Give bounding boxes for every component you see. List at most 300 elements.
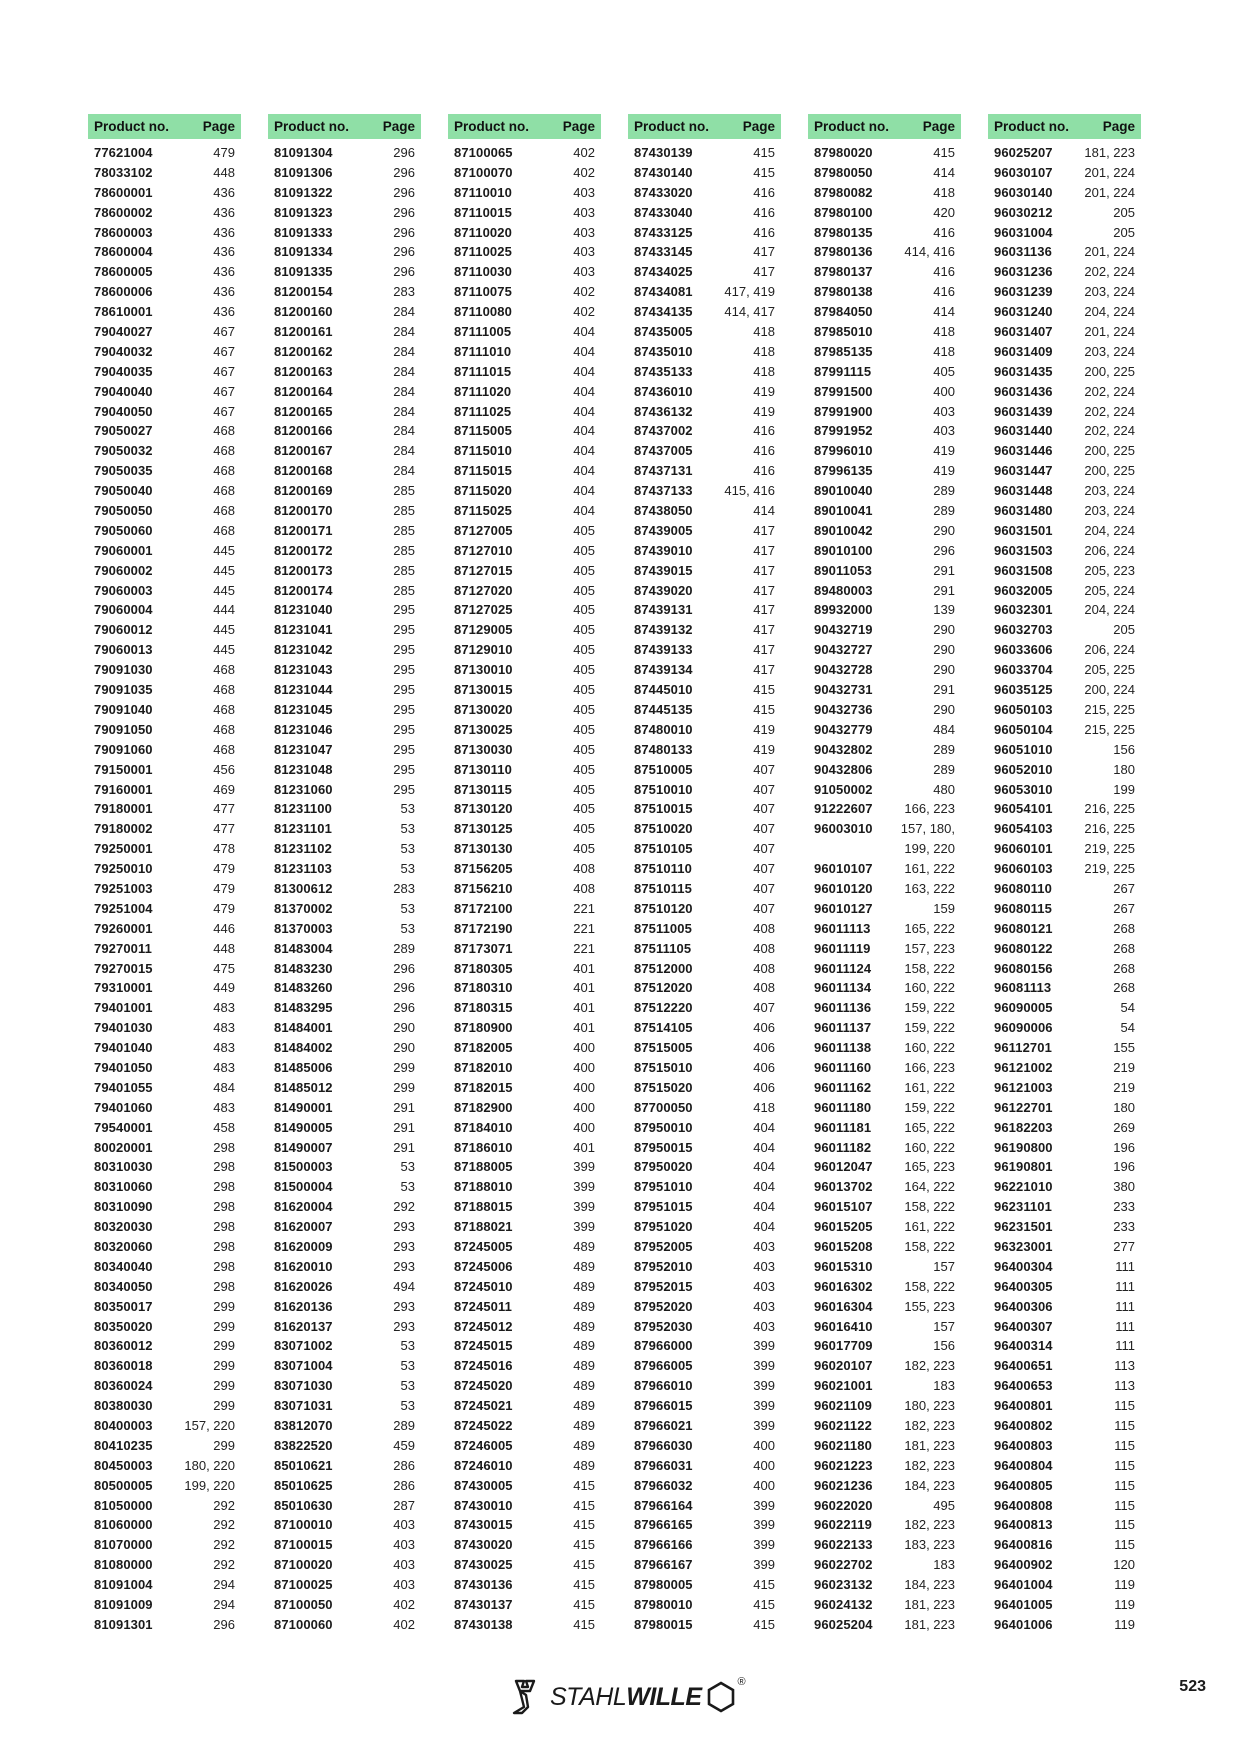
product-number: 81091301: [94, 1616, 153, 1632]
product-number: 87430020: [454, 1537, 513, 1553]
product-number: 81483295: [274, 1000, 333, 1016]
stahlwille-logo: [510, 1672, 750, 1722]
product-number: 79250010: [94, 861, 153, 877]
index-row: [628, 1416, 781, 1436]
page-reference: 165, 223: [904, 1159, 955, 1175]
page-reference: 448: [213, 940, 235, 956]
product-number: 96323001: [994, 1238, 1053, 1254]
product-number: 87951015: [634, 1199, 693, 1215]
page-reference: 285: [393, 503, 415, 519]
index-row: [268, 302, 421, 322]
product-number: 90432728: [814, 662, 873, 678]
product-number: 96081113: [994, 980, 1052, 996]
index-row: [88, 561, 241, 581]
product-number: 96030140: [994, 184, 1053, 200]
index-row: [988, 1078, 1141, 1098]
index-row: [808, 1535, 961, 1555]
index-row: [448, 1197, 601, 1217]
index-row: [628, 521, 781, 541]
product-number: 80310090: [94, 1199, 153, 1215]
page-reference: 206, 224: [1084, 642, 1135, 658]
index-row: [88, 421, 241, 441]
index-row: [808, 1098, 961, 1118]
page-reference: 416: [753, 204, 775, 220]
product-number: 87980050: [814, 164, 873, 180]
index-row: [988, 1356, 1141, 1376]
page-reference: 489: [573, 1238, 595, 1254]
product-number: 90432806: [814, 761, 873, 777]
index-row: [88, 1456, 241, 1476]
product-number: 80020001: [94, 1139, 153, 1155]
index-row: [988, 879, 1141, 899]
index-row: [808, 242, 961, 262]
page-reference: 445: [213, 542, 235, 558]
index-row: [448, 998, 601, 1018]
index-row: [448, 421, 601, 441]
product-number: 89011053: [814, 562, 872, 578]
index-row: [268, 501, 421, 521]
product-number: 96231101: [994, 1199, 1052, 1215]
page-reference: 484: [933, 721, 955, 737]
page-reference: 415: [753, 1616, 775, 1632]
product-number: 87130125: [454, 821, 513, 837]
product-number: 87245021: [454, 1398, 513, 1414]
product-number: 78610001: [94, 304, 153, 320]
index-row: [268, 561, 421, 581]
page-reference: 406: [753, 1079, 775, 1095]
index-row: [88, 1118, 241, 1138]
page-reference: 404: [753, 1179, 775, 1195]
page-reference: 436: [213, 284, 235, 300]
column-header: [448, 114, 601, 139]
index-row: [628, 1535, 781, 1555]
index-row: [88, 1098, 241, 1118]
index-row: [88, 1535, 241, 1555]
product-number: 81620010: [274, 1258, 333, 1274]
page-reference: 419: [753, 383, 775, 399]
page-reference: 298: [213, 1278, 235, 1294]
index-row: [628, 1436, 781, 1456]
product-number: 96011182: [814, 1139, 872, 1155]
index-row: [988, 1555, 1141, 1575]
index-row: [268, 1496, 421, 1516]
product-number: 96016304: [814, 1298, 873, 1314]
index-row: [808, 740, 961, 760]
page-reference: 415: [753, 1597, 775, 1613]
index-row: [448, 1257, 601, 1277]
index-row: [628, 1317, 781, 1337]
page-reference: 489: [573, 1298, 595, 1314]
page-reference: 157: [933, 1318, 955, 1334]
page-reference: 295: [393, 781, 415, 797]
index-row: [808, 899, 961, 919]
index-row: [448, 640, 601, 660]
product-number: 96016410: [814, 1318, 873, 1334]
page-reference: 53: [400, 1159, 415, 1175]
page-reference: 489: [573, 1278, 595, 1294]
index-row: [88, 740, 241, 760]
index-row: [988, 1237, 1141, 1257]
index-row: [88, 1038, 241, 1058]
product-number: 96121002: [994, 1059, 1053, 1075]
product-number: 87110025: [454, 244, 512, 260]
index-row: [448, 919, 601, 939]
index-row: [88, 322, 241, 342]
index-row: [988, 561, 1141, 581]
index-row: [88, 163, 241, 183]
page-reference: 204, 224: [1084, 602, 1135, 618]
index-row: [808, 1575, 961, 1595]
page-reference: 418: [753, 363, 775, 379]
index-row: [988, 481, 1141, 501]
page-reference: 403: [573, 244, 595, 260]
product-number: 87437133: [634, 483, 693, 499]
product-number: 80380030: [94, 1398, 153, 1414]
page-reference: 158, 222: [904, 1278, 955, 1294]
page-reference: 401: [573, 960, 595, 976]
product-number: 80400003: [94, 1418, 153, 1433]
column-rows: [988, 143, 1141, 1635]
product-number: 89480003: [814, 582, 873, 598]
product-number: 96060101: [994, 841, 1053, 857]
page-reference: 115: [1114, 1517, 1135, 1533]
product-number: 96400808: [994, 1497, 1053, 1513]
page-reference: 418: [753, 343, 775, 359]
product-number: 87435133: [634, 363, 693, 379]
index-row: [628, 959, 781, 979]
product-number: 87100070: [454, 164, 513, 180]
index-row: [268, 1376, 421, 1396]
product-number: 87182015: [454, 1079, 513, 1095]
index-row: [628, 819, 781, 839]
index-row: [88, 1217, 241, 1237]
product-number: 87952020: [634, 1298, 693, 1314]
product-number: 96080156: [994, 960, 1053, 976]
product-number: 80410235: [94, 1437, 153, 1453]
product-number: 96032703: [994, 622, 1053, 638]
page-reference: 478: [213, 841, 235, 857]
product-number: 87246005: [454, 1437, 513, 1453]
index-row: [628, 1098, 781, 1118]
page-reference: 202, 224: [1084, 403, 1135, 419]
page-reference: 53: [400, 900, 415, 916]
index-row: [988, 362, 1141, 382]
product-number: 87980137: [814, 264, 873, 280]
column-rows: [268, 143, 421, 1635]
page-reference: 416: [933, 224, 955, 240]
index-row: [448, 581, 601, 601]
index-row: [628, 1058, 781, 1078]
product-number: 83812070: [274, 1418, 333, 1433]
page-reference: 284: [393, 423, 415, 439]
product-number: 96031240: [994, 304, 1053, 320]
index-row: [808, 760, 961, 780]
index-row: [448, 1237, 601, 1257]
index-row: [628, 1396, 781, 1416]
page-reference: 160, 222: [904, 1040, 955, 1056]
index-row: [88, 799, 241, 819]
product-number: 87130120: [454, 801, 513, 817]
product-number: 87434081: [634, 284, 693, 300]
index-row: [808, 262, 961, 282]
index-row: [268, 1456, 421, 1476]
index-row: [628, 262, 781, 282]
index-row: [988, 640, 1141, 660]
product-number: 87512020: [634, 980, 693, 996]
product-number: 89010040: [814, 483, 873, 499]
page-reference: 291: [393, 1139, 415, 1155]
page-reference: 402: [573, 284, 595, 300]
index-row: [808, 839, 961, 859]
product-number: 79091060: [94, 741, 153, 757]
product-number: 87245010: [454, 1278, 513, 1294]
index-row: [628, 839, 781, 859]
page-reference: 399: [753, 1338, 775, 1354]
page-reference: 445: [213, 622, 235, 638]
page-reference: 111: [1115, 1318, 1135, 1334]
product-number: 96013702: [814, 1179, 873, 1195]
product-number: 87700050: [634, 1099, 693, 1115]
page-reference: 115: [1114, 1477, 1135, 1493]
page-reference: 405: [573, 761, 595, 777]
page-reference: 458: [213, 1119, 235, 1135]
page-reference: 285: [393, 582, 415, 598]
index-row: [88, 760, 241, 780]
product-number: 90432727: [814, 642, 873, 658]
product-number: 81620009: [274, 1238, 333, 1254]
page-reference: 404: [573, 423, 595, 439]
product-number: 87966015: [634, 1398, 693, 1414]
product-number: 81620137: [274, 1318, 333, 1334]
page-reference: 200, 225: [1084, 443, 1135, 459]
product-number: 96031435: [994, 363, 1053, 379]
page-reference: 436: [213, 224, 235, 240]
index-row: [628, 1078, 781, 1098]
index-row: [988, 382, 1141, 402]
page-reference: 469: [213, 781, 235, 797]
page-reference: 414: [753, 503, 775, 519]
page-reference: 299: [213, 1398, 235, 1414]
index-row: [808, 879, 961, 899]
page-reference: 215, 225: [1084, 721, 1135, 737]
index-row: [628, 939, 781, 959]
index-row: [268, 879, 421, 899]
page-reference: 405: [573, 582, 595, 598]
index-row: [808, 382, 961, 402]
index-row: [808, 223, 961, 243]
index-row: [988, 680, 1141, 700]
index-row: [808, 501, 961, 521]
page-reference: 415: [573, 1557, 595, 1573]
index-row: [88, 919, 241, 939]
product-number: 96024132: [814, 1597, 873, 1613]
index-row: [808, 481, 961, 501]
product-number: 96190800: [994, 1139, 1053, 1155]
column-header: [808, 114, 961, 139]
index-row: [808, 1197, 961, 1217]
page-reference: 404: [573, 503, 595, 519]
index-row: [88, 342, 241, 362]
page-reference: 183, 223: [904, 1537, 955, 1553]
page-reference: 157, 223: [904, 940, 955, 956]
page-reference: 292: [213, 1517, 235, 1533]
product-number: 96021180: [814, 1437, 872, 1453]
product-number: 87439132: [634, 622, 693, 638]
registered-mark: ®: [737, 1676, 746, 1688]
index-row: [448, 1376, 601, 1396]
product-number: 96401006: [994, 1616, 1053, 1632]
page-reference: 483: [213, 1059, 235, 1075]
product-number: 81091333: [274, 224, 333, 240]
page-reference: 404: [753, 1159, 775, 1175]
product-number: 87437131: [634, 463, 693, 479]
product-number: 96010107: [814, 861, 873, 877]
index-row: [988, 282, 1141, 302]
page-reference: 158, 222: [904, 960, 955, 976]
product-number: 81091009: [94, 1597, 153, 1613]
product-number: 81300612: [274, 880, 333, 896]
page-reference: 401: [573, 980, 595, 996]
product-number: 79040035: [94, 363, 153, 379]
index-row: [628, 1277, 781, 1297]
page-reference: 407: [753, 781, 775, 797]
page-reference: 445: [213, 562, 235, 578]
page-reference: 115: [1114, 1437, 1135, 1453]
index-row: [808, 461, 961, 481]
page-reference: 290: [933, 622, 955, 638]
product-number: 87966021: [634, 1418, 693, 1433]
page-reference: 468: [213, 423, 235, 439]
index-row: [808, 1476, 961, 1496]
page-reference: 436: [213, 264, 235, 280]
page-reference: 414: [933, 304, 955, 320]
page-reference: 200, 224: [1084, 682, 1135, 698]
product-number: 87111015: [454, 363, 512, 379]
index-row: [88, 362, 241, 382]
product-number: 87172190: [454, 920, 513, 936]
index-row: [88, 819, 241, 839]
index-row: [448, 1098, 601, 1118]
product-number: 96011137: [814, 1020, 872, 1036]
index-row: [88, 1555, 241, 1575]
index-row: [988, 1257, 1141, 1277]
page-reference: 400: [573, 1079, 595, 1095]
index-row: [988, 203, 1141, 223]
page-reference: 415: [753, 701, 775, 717]
index-row: [88, 1416, 241, 1436]
page-reference: 289: [393, 1418, 415, 1433]
page-reference: 380: [1113, 1179, 1135, 1195]
index-row: [988, 461, 1141, 481]
product-number: 87130030: [454, 741, 513, 757]
page-reference: 221: [573, 900, 595, 916]
page-reference: 468: [213, 443, 235, 459]
page-reference: 298: [213, 1258, 235, 1274]
index-row: [988, 1396, 1141, 1416]
page-reference: 284: [393, 463, 415, 479]
product-number: 96021001: [814, 1378, 873, 1394]
page-reference: 407: [753, 761, 775, 777]
product-number: 78600003: [94, 224, 153, 240]
index-row: [808, 959, 961, 979]
page-reference: 489: [573, 1318, 595, 1334]
page-reference: 296: [393, 980, 415, 996]
index-row: [988, 421, 1141, 441]
product-number: 79401050: [94, 1059, 153, 1075]
index-row: [268, 1277, 421, 1297]
page-reference: 405: [573, 562, 595, 578]
page-reference: 161, 222: [904, 1079, 955, 1095]
column-header: [988, 114, 1141, 139]
page-reference: 416: [753, 463, 775, 479]
product-number: 87510010: [634, 781, 693, 797]
index-row: [448, 541, 601, 561]
index-row: [448, 1038, 601, 1058]
page-reference: 159: [933, 900, 955, 916]
page-reference: 163, 222: [904, 880, 955, 896]
product-number: 77621004: [94, 145, 153, 160]
index-row: [628, 680, 781, 700]
index-row: [988, 242, 1141, 262]
index-row: [988, 183, 1141, 203]
product-number: 96031409: [994, 343, 1053, 359]
page-reference: 202, 224: [1084, 423, 1135, 439]
product-number: 87984050: [814, 304, 873, 320]
product-number: 81231041: [274, 622, 333, 638]
page-reference: 402: [573, 145, 595, 160]
index-row: [988, 799, 1141, 819]
index-row: [88, 780, 241, 800]
page-reference: 285: [393, 562, 415, 578]
product-number: 87511005: [634, 920, 692, 936]
product-number: 87980010: [634, 1597, 693, 1613]
page-reference: 400: [573, 1099, 595, 1115]
product-number: 87430136: [454, 1577, 513, 1593]
index-row: [448, 382, 601, 402]
product-number: 79251004: [94, 900, 153, 916]
page-reference: 295: [393, 761, 415, 777]
product-number: 80320060: [94, 1238, 153, 1254]
index-row: [268, 839, 421, 859]
index-row: [88, 1595, 241, 1615]
index-row: [268, 1336, 421, 1356]
product-number: 96400816: [994, 1537, 1053, 1553]
product-number: 78033102: [94, 164, 153, 180]
product-number: 87180305: [454, 960, 513, 976]
page-reference: 407: [753, 841, 775, 857]
product-number: 87246010: [454, 1457, 513, 1473]
product-number: 81231042: [274, 642, 333, 658]
index-row: [268, 959, 421, 979]
product-number: 96122701: [994, 1099, 1053, 1115]
index-row: [448, 1018, 601, 1038]
index-row: [988, 1456, 1141, 1476]
index-row: [88, 640, 241, 660]
page-reference: 415: [753, 1577, 775, 1593]
index-row: [88, 521, 241, 541]
index-row: [808, 978, 961, 998]
product-number: 79091040: [94, 701, 153, 717]
product-number: 96015310: [814, 1258, 873, 1274]
index-row: [88, 541, 241, 561]
index-row: [628, 1217, 781, 1237]
index-row: [628, 740, 781, 760]
page-reference: 296: [393, 1000, 415, 1016]
page-reference: 419: [753, 741, 775, 757]
page-reference: 417: [753, 602, 775, 618]
page-reference: 477: [213, 801, 235, 817]
index-row: [808, 919, 961, 939]
